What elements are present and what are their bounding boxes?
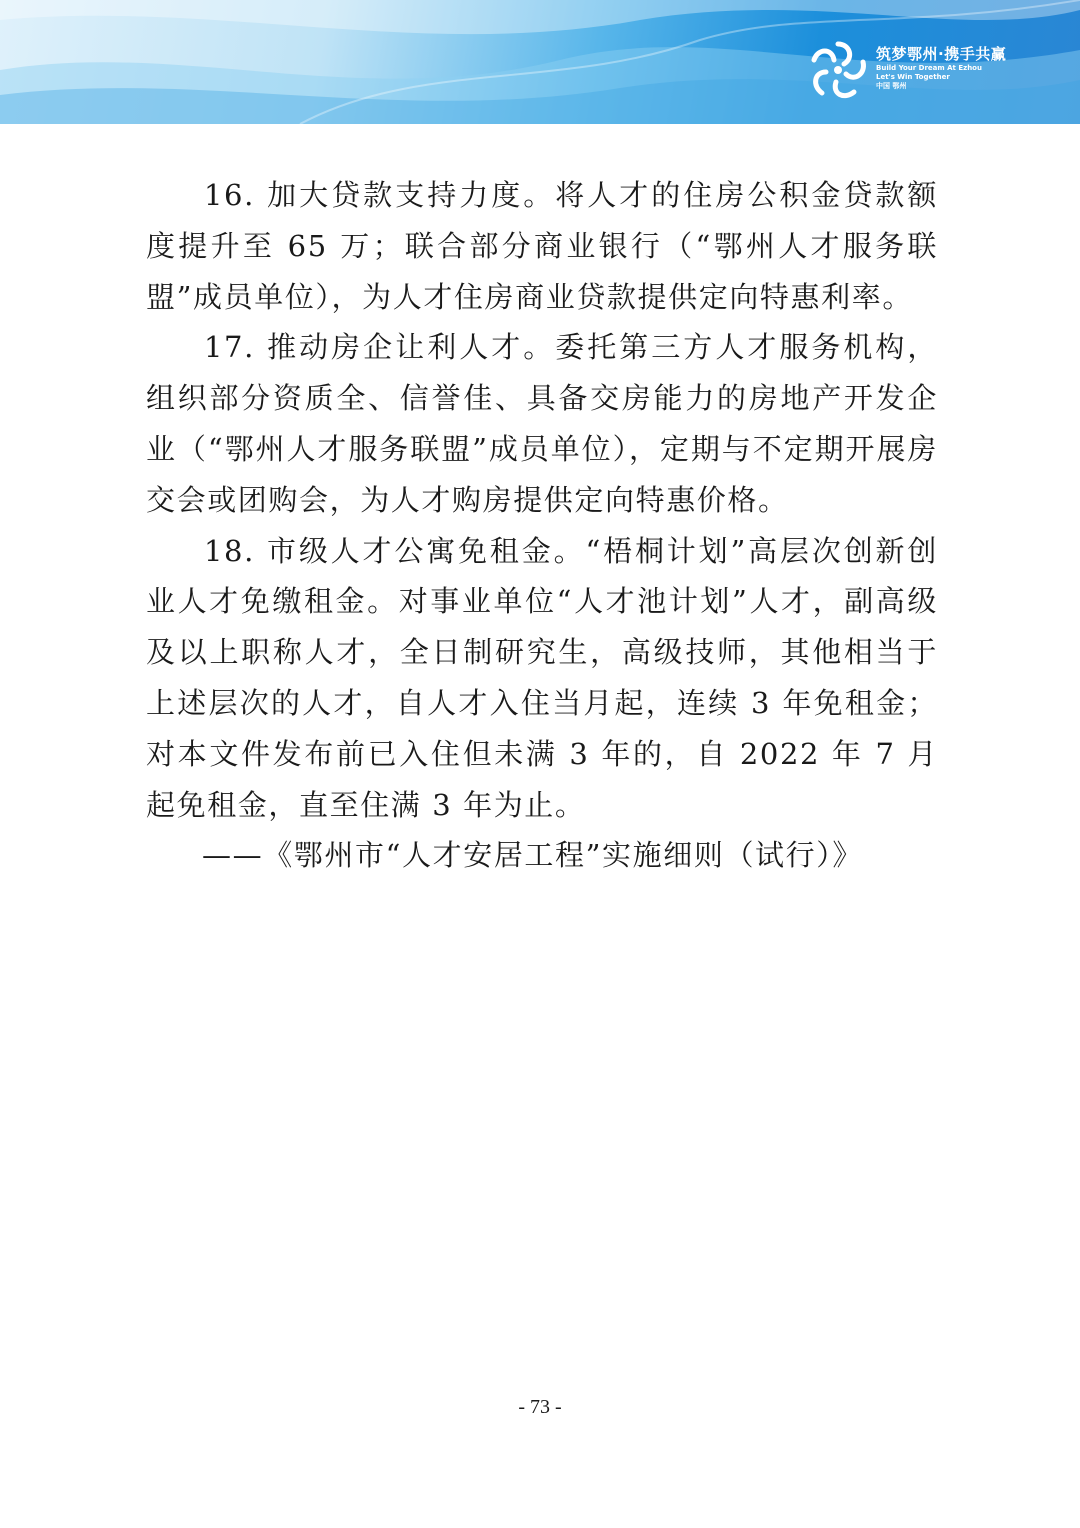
- logo-title: 筑梦鄂州·携手共赢: [876, 45, 1007, 63]
- paragraph-18: 18. 市级人才公寓免租金。“梧桐计划”高层次创新创业人才免缴租金。对事业单位“人才池计划”人才，副高级及以上职称人才，全日制研究生，高级技师，其他相当于上述层次的人才，自人才入住当月起，连续 3 年免租金；对本文件发布前已入住但未满 3 年的，自 2022 年 7 月起免租金，直至住满 3 年为止。: [146, 533, 938, 822]
- flower-logo-icon: [806, 38, 870, 102]
- header-logo-text: [876, 44, 1006, 91]
- paragraph-17: 17. 推动房企让利人才。委托第三方人才服务机构，组织部分资质全、信誉佳、具备交房能力的房地产开发企业（“鄂州人才服务联盟”成员单位），定期与不定期开展房交会或团购会，为人才购房提供定向特惠价格。: [146, 330, 938, 517]
- paragraph-16: 16. 加大贷款支持力度。将人才的住房公积金贷款额度提升至 65 万；联合部分商业银行（“鄂州人才服务联盟”成员单位），为人才住房商业贷款提供定向特惠利率。: [146, 178, 938, 314]
- logo-subtitle-line-1: Build Your Dream At Ezhou: [876, 64, 982, 72]
- source-citation: ——《鄂州市“人才安居工程”实施细则（试行）》: [202, 838, 863, 873]
- page-number: - 73 -: [518, 1396, 562, 1418]
- logo-subtitle-line-3: 中国 鄂州: [876, 82, 907, 90]
- document-body: [146, 170, 938, 881]
- page-header-band: [0, 0, 1080, 124]
- logo-subtitle-line-2: Let's Win Together: [876, 73, 950, 81]
